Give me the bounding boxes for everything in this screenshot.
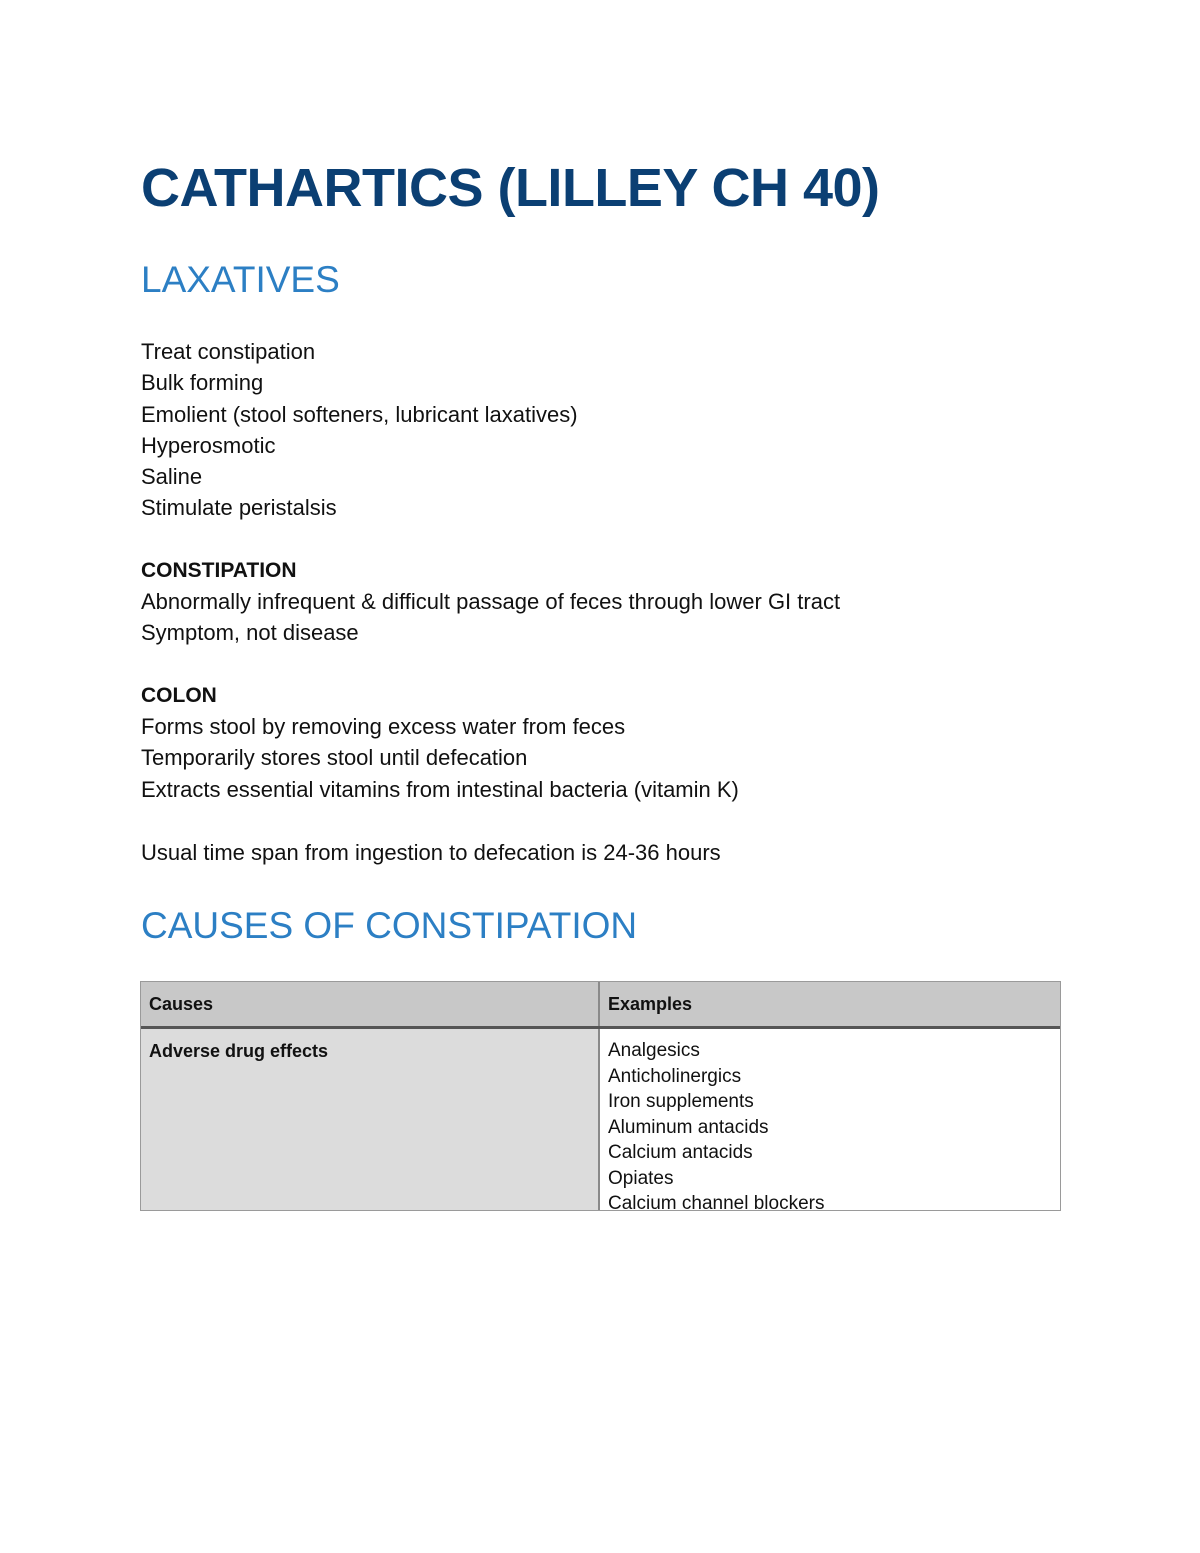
table-header-causes: Causes (141, 982, 600, 1026)
list-item: Forms stool by removing excess water from feces (141, 714, 626, 739)
list-item: Anticholinergics (608, 1065, 742, 1087)
list-item: Bulk forming (141, 370, 264, 396)
constipation-heading: CONSTIPATION (141, 559, 297, 582)
list-item: Aluminum antacids (608, 1116, 769, 1138)
table-cell-examples (600, 1029, 1060, 1210)
list-item: Saline (141, 464, 203, 490)
colon-note: Usual time span from ingestion to defecation is 24-36 hours (141, 840, 721, 865)
list-item: Iron supplements (608, 1091, 754, 1112)
document-title: CATHARTICS (LILLEY CH 40) (141, 158, 880, 218)
list-item: Symptom, not disease (141, 620, 359, 646)
list-item: Stimulate peristalsis (141, 495, 337, 521)
table-header-examples: Examples (608, 994, 693, 1014)
list-item: Opiates (608, 1167, 674, 1189)
list-item: Emolient (stool softeners, lubricant laxatives) (141, 401, 578, 427)
colon-heading: COLON (141, 684, 217, 707)
list-item: Abnormally infrequent & difficult passage of feces through lower GI tract (141, 589, 841, 614)
laxatives-heading: LAXATIVES (141, 259, 340, 300)
causes-table (140, 981, 1061, 1211)
colon-list (141, 711, 739, 805)
list-item: Temporarily stores stool until defecation (141, 745, 528, 771)
constipation-list (141, 586, 840, 649)
list-item: Calcium antacids (608, 1142, 753, 1163)
list-item: Analgesics (608, 1040, 700, 1061)
list-item: Calcium channel blockers (608, 1193, 825, 1211)
list-item: Extracts essential vitamins from intestinal bacteria (vitamin K) (141, 776, 739, 802)
laxatives-list (141, 336, 578, 524)
list-item: Hyperosmotic (141, 432, 276, 458)
table-cell-cause: Adverse drug effects (141, 1029, 600, 1210)
causes-heading: CAUSES OF CONSTIPATION (141, 905, 638, 946)
list-item: Treat constipation (141, 339, 316, 364)
examples-list (608, 1038, 1052, 1211)
table-row (141, 1029, 1060, 1210)
table-header-row (141, 982, 1060, 1029)
